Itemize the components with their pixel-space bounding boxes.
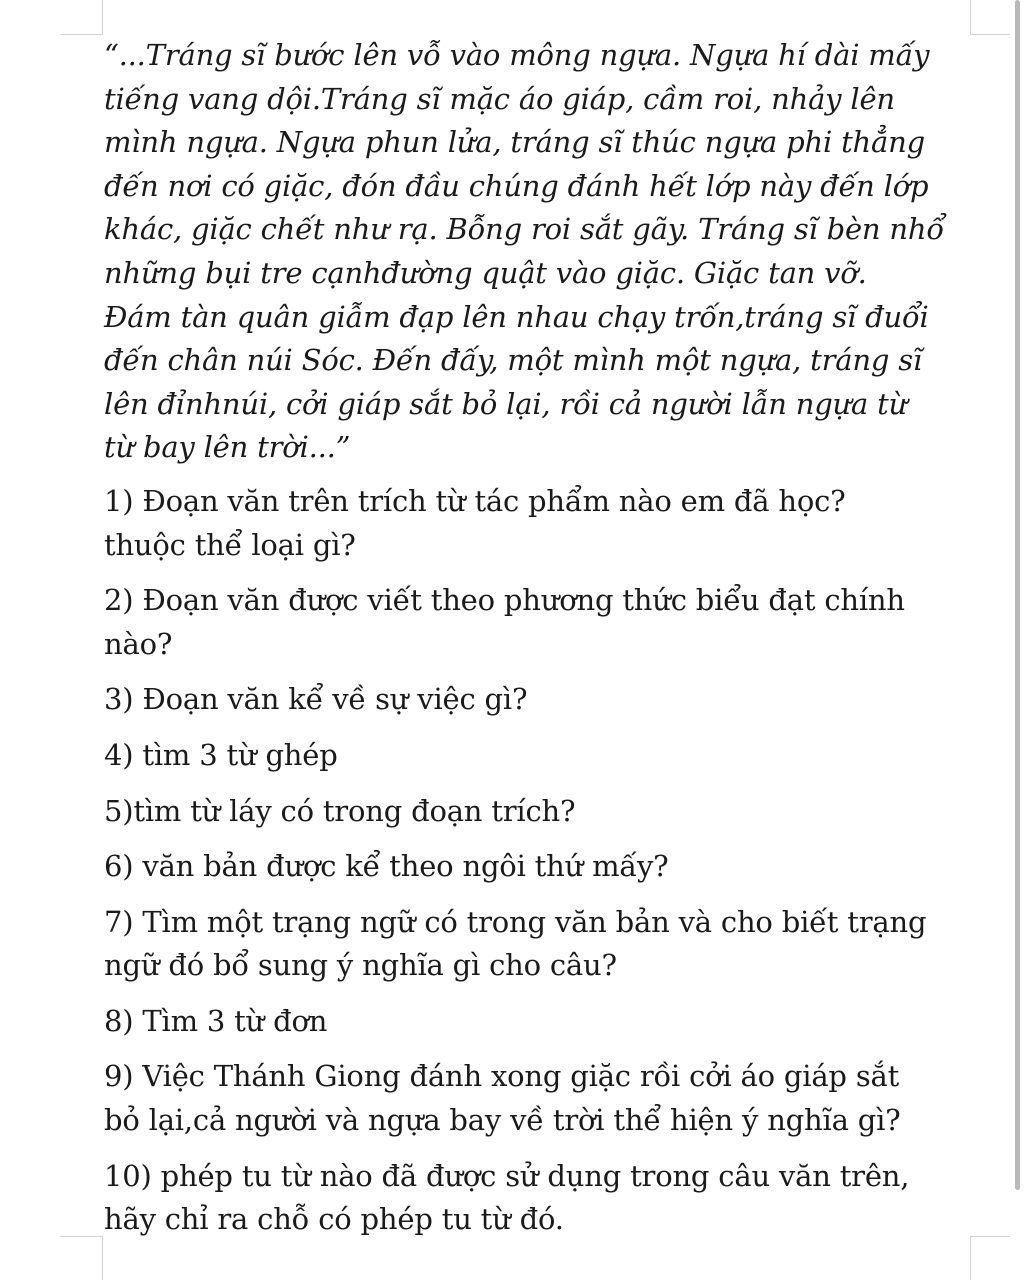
crop-mark-top-left: [60, 34, 103, 35]
vertical-scrollbar[interactable]: [1015, 0, 1020, 1190]
document-body: [104, 34, 984, 1254]
question-3: 3) Đoạn văn kể về sự việc gì?: [104, 682, 528, 717]
crop-mark-top-left: [102, 0, 103, 34]
crop-mark-bottom-left: [102, 1236, 103, 1280]
question-8: 8) Tìm 3 từ đơn: [104, 1003, 328, 1038]
question-10: 10) phép tu từ nào đã được sử dụng trong câu văn trên, hãy chỉ ra chỗ có phép tu từ đó.: [104, 1158, 910, 1237]
question-6: 6) văn bản được kể theo ngôi thứ mấy?: [104, 849, 669, 884]
question-7: 7) Tìm một trạng ngữ có trong văn bản và cho biết trạng ngữ đó bổ sung ý nghĩa gì cho câu?: [104, 904, 927, 983]
question-9: 9) Việc Thánh Giong đánh xong giặc rồi cởi áo giáp sắt bỏ lại,cả người và ngựa bay về trời thể hiện ý nghĩa gì?: [104, 1059, 901, 1138]
question-5: 5)tìm từ láy có trong đoạn trích?: [104, 793, 576, 828]
crop-mark-bottom-left: [60, 1236, 103, 1237]
excerpt-paragraph: “...Tráng sĩ bước lên vỗ vào mông ngựa. Ngựa hí dài mấy tiếng vang dội.Tráng sĩ mặc áo giáp, cầm roi, nhảy lên mình ngựa. Ngựa phun lửa, tráng sĩ thúc ngựa phi thẳng đến nơi có giặc, đón đầu chúng đánh hết lớp này đến lớp khác, giặc chết như rạ. Bỗng roi sắt gãy. Tráng sĩ bèn nhổ những bụi tre cạnhđường quật vào giặc. Giặc tan vỡ. Đám tàn quân giẫm đạp lên nhau chạy trốn,tráng sĩ đuổi đến chân núi Sóc. Đến đấy, một mình một ngựa, tráng sĩ lên đỉnhnúi, cởi giáp sắt bỏ lại, rồi cả người lẫn ngựa từ từ bay lên trời...”: [104, 38, 944, 465]
question-4: 4) tìm 3 từ ghép: [104, 737, 338, 772]
question-1: 1) Đoạn văn trên trích từ tác phẩm nào em đã học? thuộc thể loại gì?: [104, 483, 846, 562]
crop-mark-top-right: [970, 0, 971, 34]
question-2: 2) Đoạn văn được viết theo phương thức biểu đạt chính nào?: [104, 583, 905, 661]
